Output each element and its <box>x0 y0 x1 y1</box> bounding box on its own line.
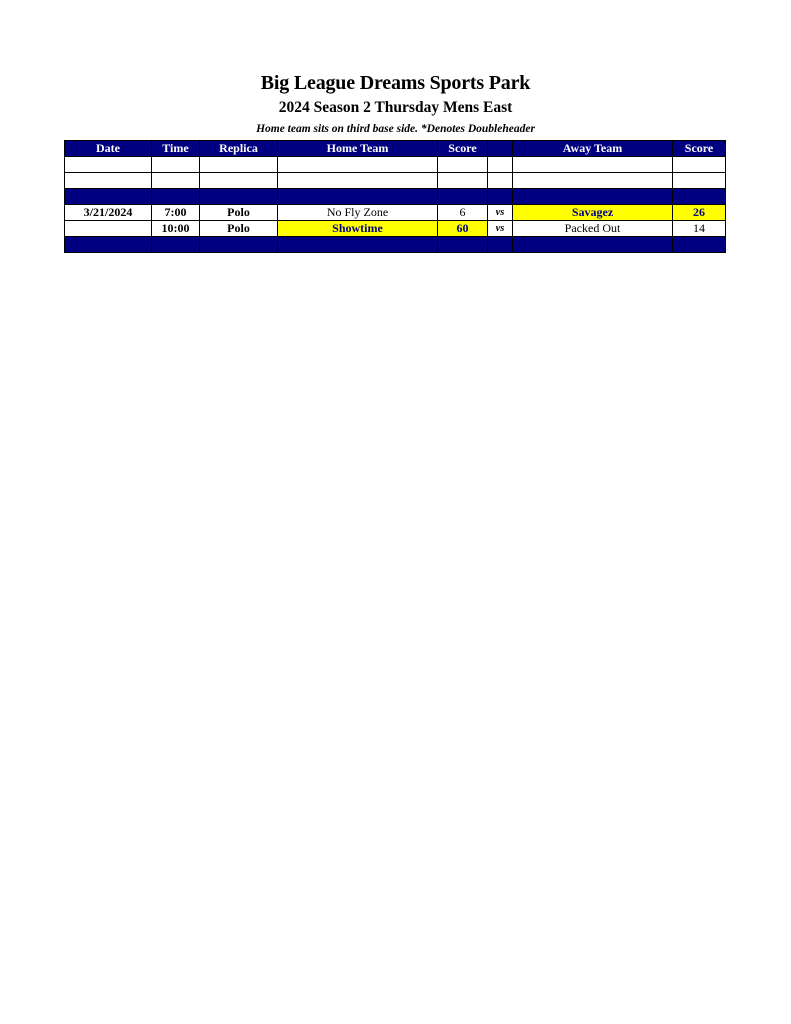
page-title: Big League Dreams Sports Park <box>260 72 531 94</box>
game-row <box>65 221 726 237</box>
empty-row <box>65 173 726 189</box>
separator-row <box>65 237 726 253</box>
game-date <box>65 221 152 237</box>
table-header-row <box>65 141 726 157</box>
game-field: Polo <box>200 205 278 221</box>
league-subtitle: 2024 Season 2 Thursday Mens East <box>278 99 513 116</box>
column-header-date: Date <box>65 141 152 157</box>
game-time: 10:00 <box>152 221 200 237</box>
home-team: No Fly Zone <box>278 205 438 221</box>
away-score: 26 <box>673 205 726 221</box>
vs-label: vs <box>488 221 513 237</box>
home-team: Showtime <box>278 221 438 237</box>
game-row <box>65 205 726 221</box>
column-header-vs <box>488 141 513 157</box>
column-header-away-score: Score <box>673 141 726 157</box>
separator-row <box>65 189 726 205</box>
column-header-home-team: Home Team <box>278 141 438 157</box>
away-score: 14 <box>673 221 726 237</box>
away-team: Packed Out <box>513 221 673 237</box>
column-header-time: Time <box>152 141 200 157</box>
game-field: Polo <box>200 221 278 237</box>
game-date: 3/21/2024 <box>65 205 152 221</box>
schedule-note: Home team sits on third base side. *Denotes Doubleheader <box>256 123 535 135</box>
vs-label: vs <box>488 205 513 221</box>
away-team: Savagez <box>513 205 673 221</box>
empty-row <box>65 157 726 173</box>
home-score: 60 <box>438 221 488 237</box>
home-score: 6 <box>438 205 488 221</box>
column-header-replica: Replica <box>200 141 278 157</box>
schedule-table <box>64 140 726 253</box>
column-header-home-score: Score <box>438 141 488 157</box>
game-time: 7:00 <box>152 205 200 221</box>
column-header-away-team: Away Team <box>513 141 673 157</box>
